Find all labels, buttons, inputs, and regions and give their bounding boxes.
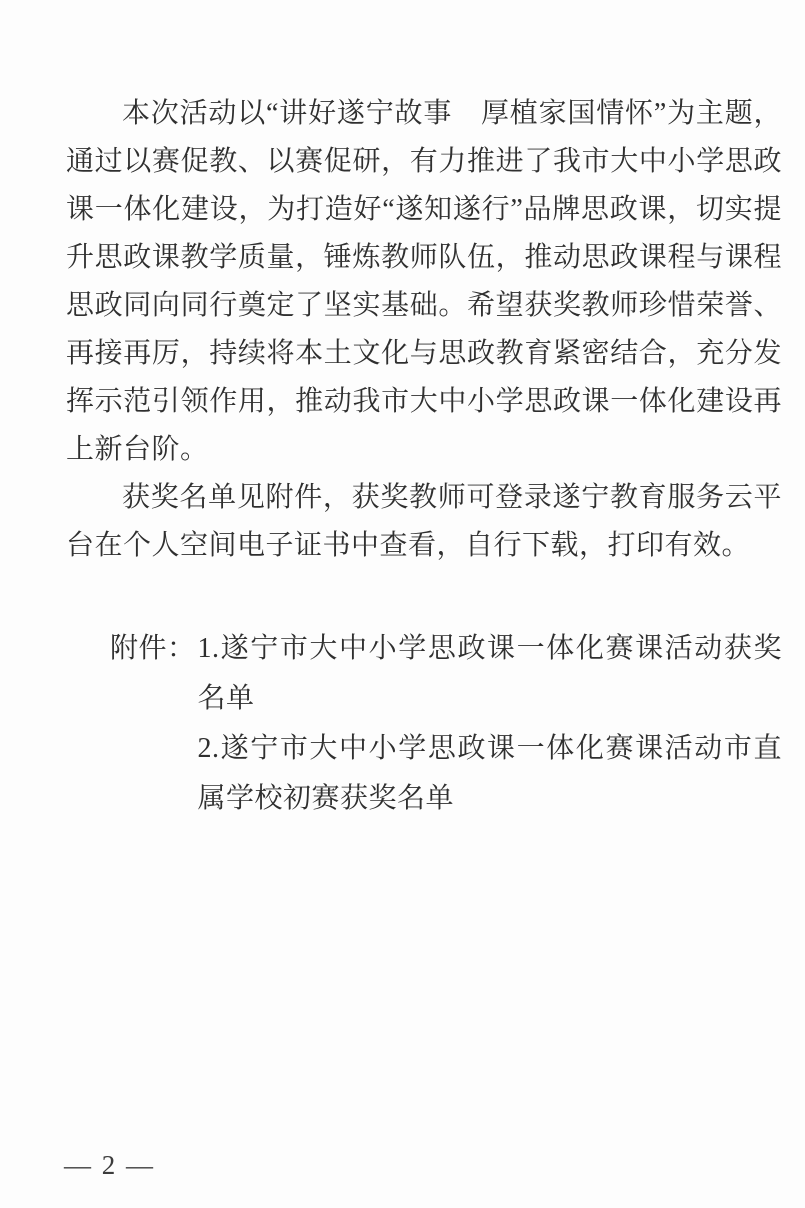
document-body <box>66 90 782 824</box>
attachment-item-2: 2.遂宁市大中小学思政课一体化赛课活动市直属学校初赛获奖名单 <box>197 733 782 814</box>
attachment-label: 附件： <box>110 633 196 664</box>
attachment-list <box>198 624 782 824</box>
body-paragraph-2: 获奖名单见附件，获奖教师可登录遂宁教育服务云平台在个人空间电子证书中查看，自行下载，打印有效。 <box>66 482 782 561</box>
body-paragraph-1: 本次活动以“讲好遂宁故事 厚植家国情怀”为主题，通过以赛促教、以赛促研，有力推进了我市大中小学思政课一体化建设，为打造好“遂知遂行”品牌思政课，切实提升思政课教学质量，锤炼教师队伍，推动思政课程与课程思政同向同行奠定了坚实基础。希望获奖教师珍惜荣誉、再接再厉，持续将本土文化与思政教育紧密结合，充分发挥示范引领作用，推动我市大中小学思政课一体化建设再上新台阶。 <box>66 98 782 465</box>
page-number: — 2 — <box>64 1150 155 1180</box>
attachment-block <box>66 624 782 824</box>
attachment-item-1: 1.遂宁市大中小学思政课一体化赛课活动获奖名单 <box>197 633 782 714</box>
